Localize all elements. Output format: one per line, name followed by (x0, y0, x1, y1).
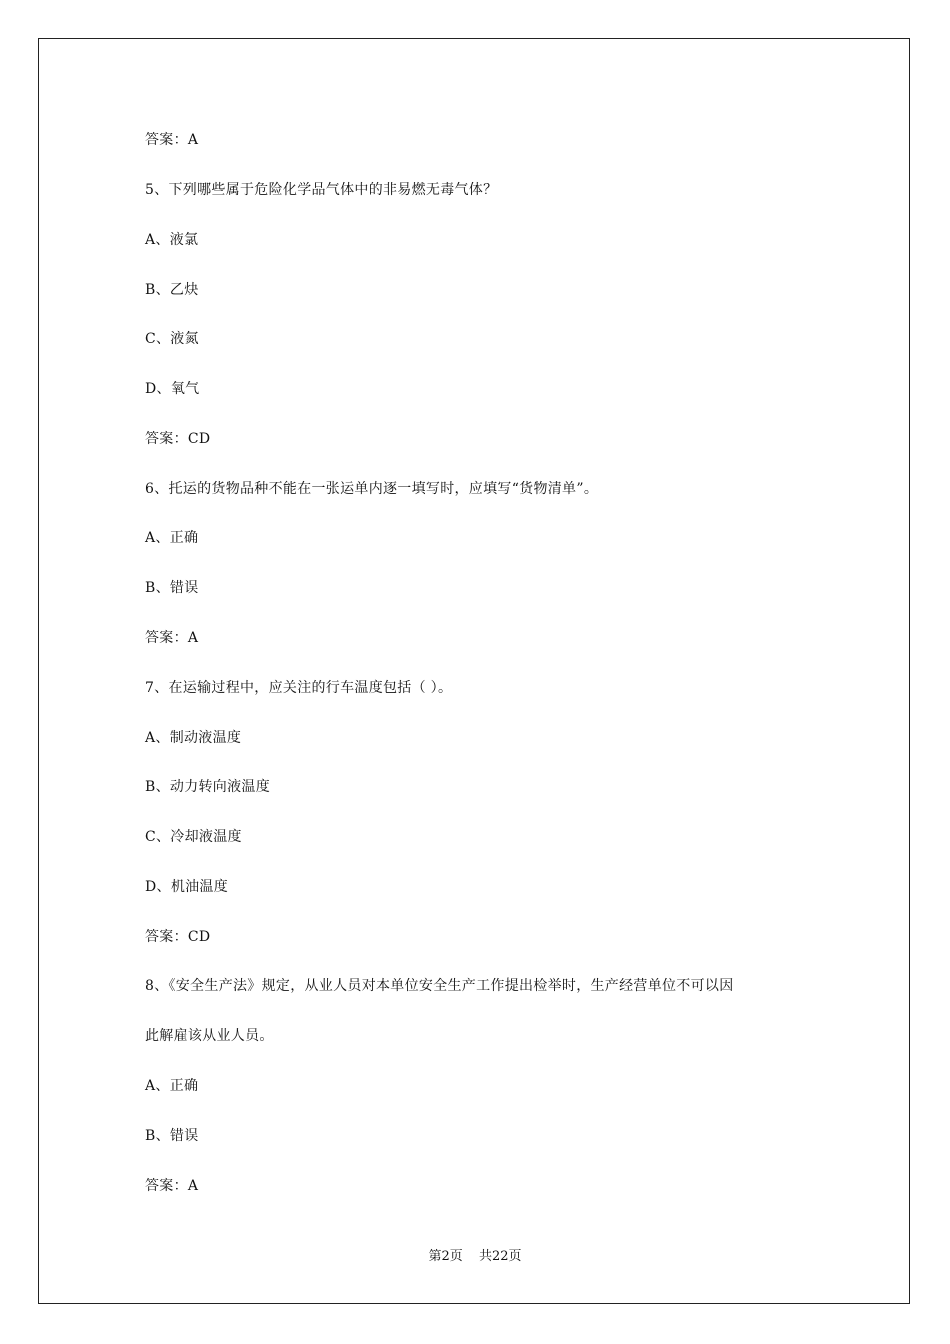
q8-option-a: A、正确 (145, 1078, 199, 1094)
q7-option-d: D、机油温度 (145, 879, 229, 895)
answer-q6: 答案：A (145, 630, 199, 646)
q5-option-a: A、液氯 (145, 232, 199, 248)
q8-option-b: B、错误 (145, 1128, 199, 1144)
page-footer (0, 1248, 950, 1266)
page-border (38, 38, 910, 1304)
page-number: 第2页 (428, 1249, 463, 1264)
answer-q7: 答案：CD (145, 929, 211, 945)
q7-option-a: A、制动液温度 (145, 730, 242, 746)
page-total: 共22页 (478, 1249, 522, 1264)
q7-option-b: B、动力转向液温度 (145, 779, 270, 795)
answer-q4: 答案：A (145, 132, 199, 148)
q5-option-d: D、氧气 (145, 381, 200, 397)
question-8-line-1: 8、《安全生产法》规定，从业人员对本单位安全生产工作提出检举时，生产经营单位不可以因 (145, 978, 734, 994)
answer-q8: 答案：A (145, 1178, 199, 1194)
answer-q5: 答案：CD (145, 431, 211, 447)
question-6: 6、托运的货物品种不能在一张运单内逐一填写时，应填写“货物清单”。 (145, 481, 599, 497)
question-8-line-2: 此解雇该从业人员。 (145, 1028, 274, 1044)
q7-option-c: C、冷却液温度 (145, 829, 242, 845)
q5-option-b: B、乙炔 (145, 282, 199, 298)
q6-option-a: A、正确 (145, 530, 199, 546)
q6-option-b: B、错误 (145, 580, 199, 596)
question-5: 5、下列哪些属于危险化学品气体中的非易燃无毒气体？ (145, 182, 498, 198)
q5-option-c: C、液氮 (145, 331, 199, 347)
question-7: 7、在运输过程中，应关注的行车温度包括（ ）。 (145, 680, 453, 696)
